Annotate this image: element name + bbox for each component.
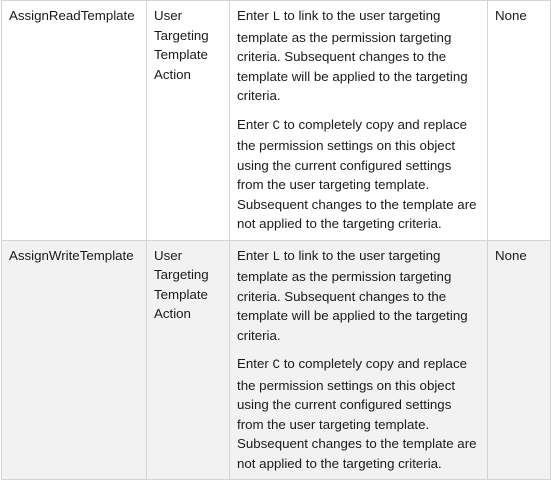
description-paragraph: Enter C to completely copy and replace the permission settings on this object using the current configured settings from the user targeting template. Subsequent changes to the template are not applied to the targeting criteria.: [237, 116, 477, 231]
description-paragraph: Enter L to link to the user targeting template as the permission targeting criteria. Subsequent changes to the template will be applied to the targeting criteria.: [237, 247, 468, 343]
inline-code: C: [272, 118, 280, 133]
parameter-type-cell: [147, 240, 230, 480]
parameter-name: AssignWriteTemplate: [9, 247, 134, 263]
inline-code: C: [272, 358, 280, 372]
description-paragraph: Enter L to link to the user targeting template as the permission targeting criteria. Subsequent changes to the template will be applied to the targeting criteria.: [237, 8, 468, 103]
parameter-name: AssignReadTemplate: [9, 8, 135, 23]
type-word: Template: [154, 286, 208, 302]
type-word: Targeting: [154, 27, 209, 43]
type-word: Action: [154, 306, 191, 321]
type-word: Targeting: [154, 267, 209, 282]
description-paragraph: Enter C to completely copy and replace the permission settings on this object using the current configured settings from the user targeting template. Subsequent changes to the template are not applied to the targeting criteria.: [237, 356, 477, 471]
type-word: Template: [154, 47, 208, 62]
inline-code: L: [272, 10, 280, 24]
parameter-name-cell: [2, 240, 147, 480]
table-row: [2, 1, 551, 241]
type-word: User: [154, 247, 183, 263]
parameter-default-cell: [488, 240, 551, 480]
parameter-type-cell: [147, 1, 230, 241]
table-row: [2, 240, 551, 480]
parameters-table: [1, 0, 551, 480]
parameter-default: None: [495, 8, 527, 23]
parameter-name-cell: [2, 1, 147, 241]
parameter-description-cell: [230, 240, 488, 480]
type-word: User: [154, 8, 183, 23]
parameter-description-cell: [230, 1, 488, 241]
parameter-default: None: [495, 247, 527, 263]
type-word: Action: [154, 66, 191, 82]
parameter-default-cell: [488, 1, 551, 241]
inline-code: L: [272, 249, 280, 264]
